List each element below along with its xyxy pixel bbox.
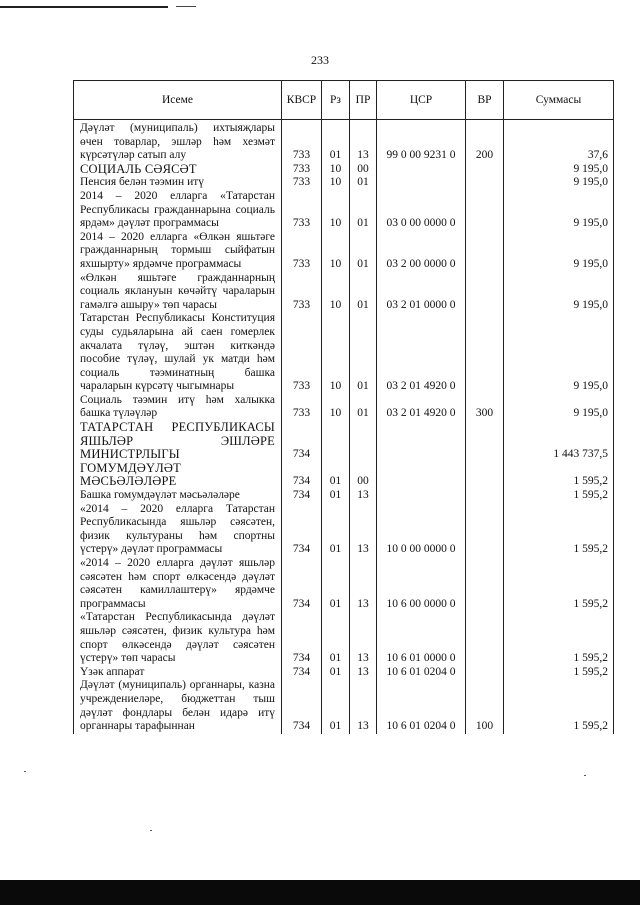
- table-row: [74, 120, 614, 163]
- cell-kvsr: 734: [282, 679, 322, 733]
- cell-name: 2014 – 2020 елларга «Өлкән яшьтәге гражданнарның тормыш сыйфатын яхшырту» ярдәмче программасы: [74, 231, 282, 272]
- cell-rz: 01: [322, 489, 350, 503]
- cell-kvsr: 734: [282, 666, 322, 680]
- cell-csr: 10 0 00 0000 0: [377, 503, 466, 557]
- table-row: [74, 557, 614, 611]
- header-vr: ВР: [466, 81, 504, 120]
- scan-speck: [24, 771, 26, 772]
- cell-vr: [466, 190, 504, 231]
- cell-name: ТАТАРСТАН РЕСПУБЛИКАСЫ ЯШЬЛӘР ЭШЛӘРЕ МИНИСТРЛЫГЫ: [74, 421, 282, 462]
- cell-rz: 10: [322, 163, 350, 177]
- cell-csr: 03 0 00 0000 0: [377, 190, 466, 231]
- cell-pr: 01: [350, 312, 377, 394]
- cell-vr: [466, 163, 504, 177]
- cell-sum: 37,6: [504, 120, 614, 163]
- cell-vr: [466, 462, 504, 489]
- cell-rz: 10: [322, 312, 350, 394]
- cell-name: Дәүләт (муниципаль) ихтыяҗлары өчен товарлар, эшләр һәм хезмәт күрсәтүләр сатып алу: [74, 120, 282, 163]
- cell-csr: 99 0 00 9231 0: [377, 120, 466, 163]
- cell-sum: 1 595,2: [504, 462, 614, 489]
- cell-kvsr: 733: [282, 312, 322, 394]
- table-row: [74, 489, 614, 503]
- cell-kvsr: 734: [282, 421, 322, 462]
- cell-name: СОЦИАЛЬ СӘЯСӘТ: [74, 163, 282, 177]
- table-row: [74, 163, 614, 177]
- cell-name: «Өлкән яшьтәге гражданнарның социаль яклануын көчәйтү чараларын гамәлгә ашыру» төп чарасы: [74, 272, 282, 313]
- table-row: [74, 462, 614, 489]
- table-row: [74, 679, 614, 733]
- cell-csr: 03 2 01 4920 0: [377, 394, 466, 421]
- cell-pr: 01: [350, 394, 377, 421]
- cell-pr: 01: [350, 231, 377, 272]
- cell-sum: 1 595,2: [504, 503, 614, 557]
- cell-sum: 1 595,2: [504, 666, 614, 680]
- cell-pr: 00: [350, 163, 377, 177]
- cell-vr: [466, 503, 504, 557]
- cell-csr: [377, 176, 466, 190]
- header-pr: ПР: [350, 81, 377, 120]
- cell-kvsr: 733: [282, 176, 322, 190]
- cell-rz: 10: [322, 394, 350, 421]
- cell-rz: 01: [322, 679, 350, 733]
- cell-csr: 10 6 01 0000 0: [377, 611, 466, 665]
- cell-vr: 200: [466, 120, 504, 163]
- cell-pr: 13: [350, 503, 377, 557]
- cell-csr: [377, 462, 466, 489]
- cell-vr: [466, 312, 504, 394]
- cell-sum: 1 595,2: [504, 489, 614, 503]
- cell-name: Татарстан Республикасы Конституция суды судьяларына ай саен гомерлек акчалата түләү, эштән киткәндә пособие түләү, шулай ук матди һәм социаль тәэминатның башка чараларын күрсәтү чыгымнары: [74, 312, 282, 394]
- cell-name: Башка гомумдәүләт мәсьәләләре: [74, 489, 282, 503]
- cell-sum: 9 195,0: [504, 394, 614, 421]
- cell-kvsr: 734: [282, 489, 322, 503]
- cell-pr: 01: [350, 190, 377, 231]
- cell-name: «2014 – 2020 елларга Татарстан Республикасында яшьләр сәясәтен, физик культураны һәм спортны үстерү» дәүләт программасы: [74, 503, 282, 557]
- cell-rz: 10: [322, 190, 350, 231]
- cell-rz: 01: [322, 503, 350, 557]
- cell-sum: 9 195,0: [504, 312, 614, 394]
- cell-kvsr: 734: [282, 462, 322, 489]
- cell-sum: 9 195,0: [504, 231, 614, 272]
- cell-name: Пенсия белән тәэмин итү: [74, 176, 282, 190]
- cell-sum: 1 595,2: [504, 679, 614, 733]
- cell-vr: 100: [466, 679, 504, 733]
- cell-sum: 9 195,0: [504, 272, 614, 313]
- cell-pr: 13: [350, 666, 377, 680]
- cell-vr: [466, 611, 504, 665]
- cell-csr: [377, 489, 466, 503]
- cell-kvsr: 733: [282, 231, 322, 272]
- cell-rz: 01: [322, 666, 350, 680]
- cell-sum: 1 595,2: [504, 611, 614, 665]
- cell-pr: 13: [350, 120, 377, 163]
- table-row: [74, 312, 614, 394]
- cell-name: 2014 – 2020 елларга «Татарстан Республикасы гражданнарына социаль ярдәм» дәүләт программасы: [74, 190, 282, 231]
- cell-pr: 13: [350, 489, 377, 503]
- cell-rz: [322, 421, 350, 462]
- page-number: 233: [311, 53, 329, 67]
- cell-sum: 9 195,0: [504, 163, 614, 177]
- cell-name: «Татарстан Республикасында дәүләт яшьләр сәясәтен, физик культура һәм спорт өлкәсендә дәүләт сәясәтен үстерү» төп чарасы: [74, 611, 282, 665]
- cell-csr: 03 2 01 0000 0: [377, 272, 466, 313]
- cell-vr: [466, 557, 504, 611]
- cell-name: «2014 – 2020 елларга дәүләт яшьләр сәясәтен һәм спорт өлкәсендә дәүләт сәясәтен камиллаштерү» ярдәмче программасы: [74, 557, 282, 611]
- table-row: [74, 503, 614, 557]
- cell-pr: 13: [350, 557, 377, 611]
- cell-pr: 13: [350, 611, 377, 665]
- cell-name: Үзәк аппарат: [74, 666, 282, 680]
- header-sum: Суммасы: [504, 81, 614, 120]
- header-csr: ЦСР: [377, 81, 466, 120]
- table-row: [74, 176, 614, 190]
- cell-rz: 10: [322, 231, 350, 272]
- cell-name: Социаль тәэмин итү һәм халыкка башка түләүләр: [74, 394, 282, 421]
- cell-csr: 03 2 01 4920 0: [377, 312, 466, 394]
- cell-vr: [466, 421, 504, 462]
- cell-kvsr: 733: [282, 190, 322, 231]
- cell-vr: 300: [466, 394, 504, 421]
- cell-kvsr: 733: [282, 120, 322, 163]
- cell-pr: 13: [350, 679, 377, 733]
- cell-csr: 10 6 01 0204 0: [377, 666, 466, 680]
- cell-kvsr: 733: [282, 272, 322, 313]
- cell-kvsr: 734: [282, 557, 322, 611]
- cell-sum: 1 443 737,5: [504, 421, 614, 462]
- cell-rz: 01: [322, 462, 350, 489]
- cell-rz: 01: [322, 557, 350, 611]
- table-row: [74, 272, 614, 313]
- cell-pr: 00: [350, 462, 377, 489]
- scan-speck: [584, 775, 586, 776]
- cell-csr: 10 6 00 0000 0: [377, 557, 466, 611]
- cell-sum: 1 595,2: [504, 557, 614, 611]
- cell-csr: 03 2 00 0000 0: [377, 231, 466, 272]
- cell-vr: [466, 231, 504, 272]
- cell-pr: [350, 421, 377, 462]
- cell-rz: 01: [322, 611, 350, 665]
- cell-rz: 10: [322, 272, 350, 313]
- cell-csr: 10 6 01 0204 0: [377, 679, 466, 733]
- scan-bottom-bar: [0, 880, 640, 905]
- table-row: [74, 231, 614, 272]
- header-kvsr: КВСР: [282, 81, 322, 120]
- cell-csr: [377, 163, 466, 177]
- budget-table: [73, 80, 614, 734]
- cell-name: ГОМУМДӘҮЛӘТ МӘСЬӘЛӘЛӘРЕ: [74, 462, 282, 489]
- cell-sum: 9 195,0: [504, 176, 614, 190]
- cell-kvsr: 734: [282, 503, 322, 557]
- table-row: [74, 421, 614, 462]
- scan-top-mark: [176, 6, 196, 7]
- cell-sum: 9 195,0: [504, 190, 614, 231]
- cell-vr: [466, 489, 504, 503]
- table-row: [74, 190, 614, 231]
- table-row: [74, 394, 614, 421]
- cell-pr: 01: [350, 272, 377, 313]
- cell-rz: 10: [322, 176, 350, 190]
- cell-pr: 01: [350, 176, 377, 190]
- cell-csr: [377, 421, 466, 462]
- scan-speck: [150, 830, 152, 831]
- table-row: [74, 611, 614, 665]
- table-row: [74, 666, 614, 680]
- cell-vr: [466, 176, 504, 190]
- header-rz: Рз: [322, 81, 350, 120]
- cell-kvsr: 733: [282, 394, 322, 421]
- cell-kvsr: 734: [282, 611, 322, 665]
- cell-kvsr: 733: [282, 163, 322, 177]
- header-name: Исеме: [74, 81, 282, 120]
- table-body: [74, 120, 614, 734]
- cell-vr: [466, 666, 504, 680]
- table-header: [74, 81, 614, 120]
- cell-name: Дәүләт (муниципаль) органнары, казна учреждениеләре, бюджеттан тыш дәүләт фондлары белән идарә итү органнары тарафыннан: [74, 679, 282, 733]
- cell-vr: [466, 272, 504, 313]
- scan-top-line: [0, 6, 168, 8]
- cell-rz: 01: [322, 120, 350, 163]
